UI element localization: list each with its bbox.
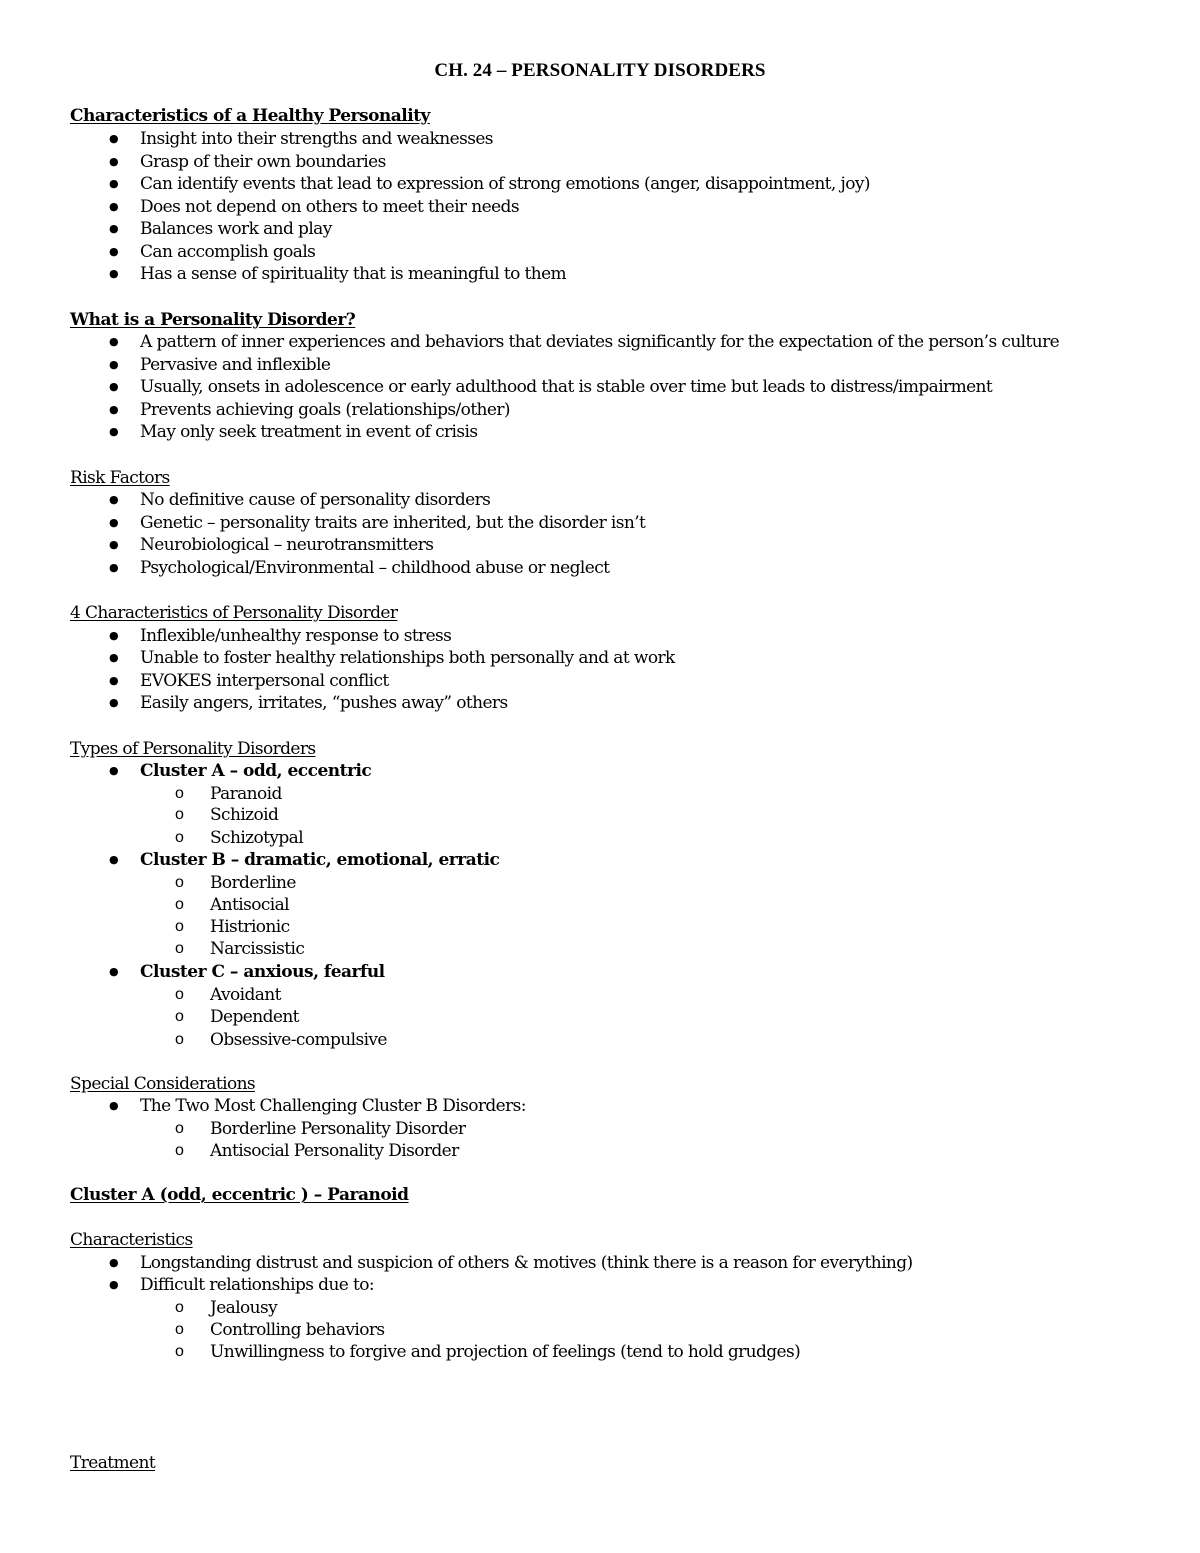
- list-item: ● Does not depend on others to meet their needs: [140, 196, 519, 218]
- subsection-heading-characteristics: Characteristics: [70, 1230, 193, 1250]
- section-heading-four-characteristics: 4 Characteristics of Personality Disorder: [70, 603, 398, 623]
- cluster-c-item: ● Cluster C – anxious, fearful: [140, 961, 385, 983]
- list-item: ● Genetic – personality traits are inherited, but the disorder isn’t: [140, 512, 645, 534]
- list-item: ● Grasp of their own boundaries: [140, 151, 386, 173]
- page-title: CH. 24 – PERSONALITY DISORDERS: [434, 60, 766, 81]
- sub-list-item: o Dependent: [210, 1006, 299, 1028]
- list-item: ● Easily angers, irritates, “pushes away” others: [140, 692, 508, 714]
- section-heading-healthy-personality: Characteristics of a Healthy Personality: [70, 106, 430, 126]
- sub-list-item: o Antisocial Personality Disorder: [210, 1140, 459, 1162]
- list-item: ● Neurobiological – neurotransmitters: [140, 534, 433, 556]
- list-item: ● Can accomplish goals: [140, 241, 315, 263]
- section-heading-special-considerations: Special Considerations: [70, 1074, 256, 1094]
- list-item: ● Difficult relationships due to:: [140, 1274, 374, 1296]
- sub-list-item: o Borderline: [210, 872, 296, 894]
- list-item: ● The Two Most Challenging Cluster B Disorders:: [140, 1095, 526, 1117]
- section-heading-risk-factors: Risk Factors: [70, 468, 170, 488]
- list-item: ● Psychological/Environmental – childhood abuse or neglect: [140, 557, 609, 579]
- section-heading-types: Types of Personality Disorders: [70, 739, 316, 759]
- sub-list-item: o Schizotypal: [210, 827, 303, 849]
- list-item: ● May only seek treatment in event of crisis: [140, 421, 477, 443]
- list-item: ● Prevents achieving goals (relationships/other): [140, 399, 510, 421]
- sub-list-item: o Borderline Personality Disorder: [210, 1118, 465, 1140]
- list-item: ● No definitive cause of personality disorders: [140, 489, 490, 511]
- sub-list-item: o Jealousy: [210, 1297, 277, 1319]
- list-item: ● Can identify events that lead to expression of strong emotions (anger, disappointment, joy): [140, 173, 870, 195]
- list-item: ● Has a sense of spirituality that is meaningful to them: [140, 263, 566, 285]
- cluster-b-item: ● Cluster B – dramatic, emotional, erratic: [140, 849, 499, 871]
- list-item: ● Usually, onsets in adolescence or early adulthood that is stable over time but leads to distress/impairment: [140, 376, 992, 398]
- cluster-a-item: ● Cluster A – odd, eccentric: [140, 760, 371, 782]
- list-item: ● A pattern of inner experiences and behaviors that deviates significantly for the expectation of the person’s culture: [140, 331, 1059, 353]
- list-item: ● Balances work and play: [140, 218, 332, 240]
- list-item: ● Inflexible/unhealthy response to stress: [140, 625, 451, 647]
- section-heading-what-is: What is a Personality Disorder?: [70, 310, 356, 330]
- sub-list-item: o Narcissistic: [210, 938, 304, 960]
- list-item: ● Insight into their strengths and weaknesses: [140, 128, 493, 150]
- sub-list-item: o Schizoid: [210, 804, 278, 826]
- section-heading-paranoid: Cluster A (odd, eccentric ) – Paranoid: [70, 1185, 409, 1205]
- sub-list-item: o Controlling behaviors: [210, 1319, 384, 1341]
- sub-list-item: o Avoidant: [210, 984, 281, 1006]
- sub-list-item: o Histrionic: [210, 916, 290, 938]
- sub-list-item: o Obsessive-compulsive: [210, 1029, 387, 1051]
- list-item: ● Pervasive and inflexible: [140, 354, 330, 376]
- sub-list-item: o Unwillingness to forgive and projection of feelings (tend to hold grudges): [210, 1341, 800, 1363]
- subsection-heading-treatment: Treatment: [70, 1453, 156, 1473]
- sub-list-item: o Antisocial: [210, 894, 289, 916]
- sub-list-item: o Paranoid: [210, 783, 282, 805]
- list-item: ● Unable to foster healthy relationships both personally and at work: [140, 647, 675, 669]
- list-item: ● Longstanding distrust and suspicion of others & motives (think there is a reason for everything): [140, 1252, 913, 1274]
- list-item: ● EVOKES interpersonal conflict: [140, 670, 389, 692]
